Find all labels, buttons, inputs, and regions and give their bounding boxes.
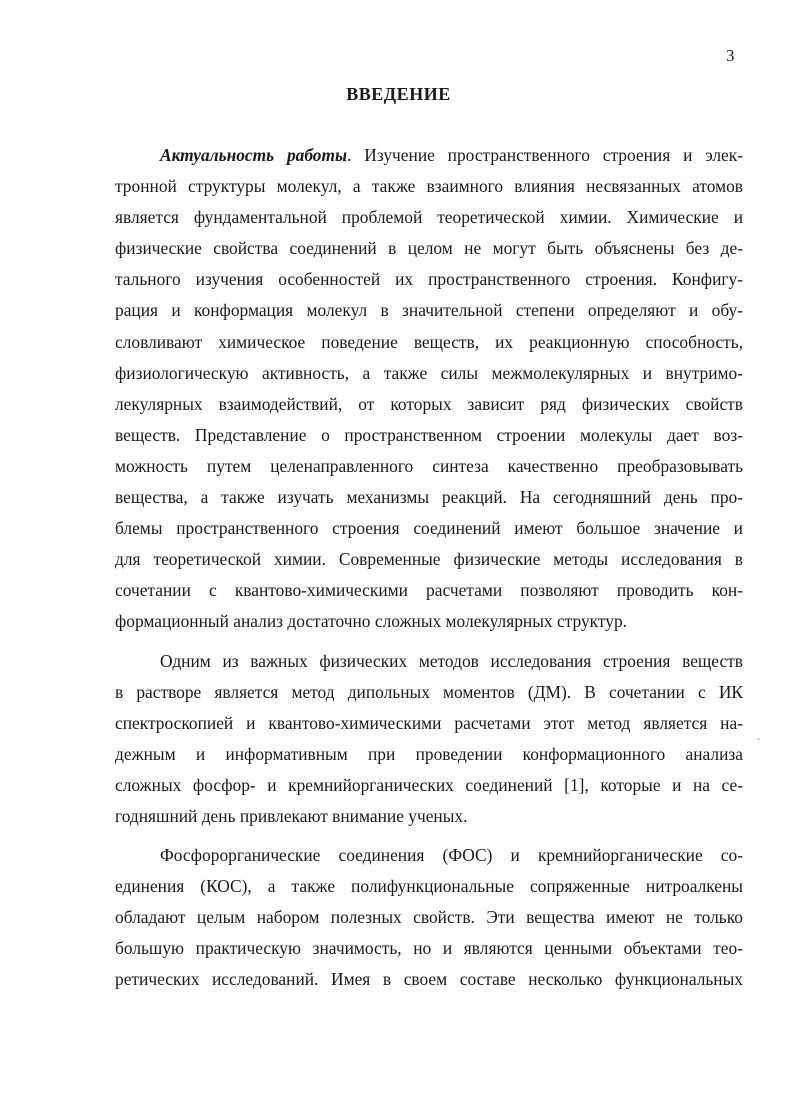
text-line: сложных фосфор- и кремнийорганических соединений [1], которые и на се- — [115, 774, 743, 795]
text-line: блемы пространственного строения соединений имеют большое значение и — [115, 518, 743, 539]
paragraph-relevance — [115, 140, 743, 638]
text-line: лекулярных взаимодействий, от которых зависит ряд физических свойств — [115, 393, 743, 414]
text-line: физические свойства соединений в целом не могут быть объяснены без де- — [115, 238, 743, 259]
text-line: обладают целым набором полезных свойств. Эти вещества имеют не только — [115, 907, 743, 928]
text-line: веществ. Представление о пространственном строении молекулы дает воз- — [115, 424, 743, 445]
text-line: ретических исследований. Имея в своем составе несколько функциональных — [115, 969, 743, 990]
text-line: Одним из важных физических методов исследования строения веществ — [160, 650, 743, 671]
document-body — [115, 140, 743, 996]
text-line: тального изучения особенностей их пространственного строения. Конфигу- — [115, 269, 743, 290]
text-line: формационный анализ достаточно сложных молекулярных структур. — [115, 611, 627, 632]
text-line: рация и конформация молекул в значительной степени определяют и обу- — [115, 300, 743, 321]
text-line: является фундаментальной проблемой теоретической химии. Химические и — [115, 207, 743, 228]
text-line: тронной структуры молекул, а также взаимного влияния несвязанных атомов — [115, 176, 743, 197]
text-line: спектроскопией и квантово-химическими расчетами этот метод является на- — [115, 712, 743, 733]
lead-term: Актуальность работы — [160, 145, 348, 165]
text-line: единения (КОС), а также полифункциональные сопряженные нитроалкены — [115, 876, 743, 897]
text-line: сочетании с квантово-химическими расчетами позволяют проводить кон- — [115, 580, 743, 601]
stray-mark: ` — [757, 738, 761, 749]
page-number: 3 — [726, 46, 735, 65]
paragraph-dipole-method — [115, 646, 743, 833]
text-line: физиологическую активность, а также силы межмолекулярных и внутримо- — [115, 362, 743, 383]
text-line: годняшний день привлекают внимание ученых. — [115, 805, 468, 826]
paragraph-compounds — [115, 840, 743, 995]
text-line: можность путем целенаправленного синтеза качественно преобразовывать — [115, 455, 743, 476]
text-line: в растворе является метод дипольных моментов (ДМ). В сочетании с ИК — [115, 681, 743, 702]
text-line: дежным и информативным при проведении конформационного анализа — [115, 743, 743, 764]
text-line: для теоретической химии. Современные физические методы исследования в — [115, 549, 743, 570]
text-line: словливают химическое поведение веществ, их реакционную способность, — [115, 331, 743, 352]
text-line: Актуальность работы. Изучение пространственного строения и элек- — [160, 145, 744, 165]
text-line: вещества, а также изучать механизмы реакций. На сегодняшний день про- — [115, 487, 743, 508]
text-line: Фосфорорганические соединения (ФОС) и кремнийорганические со- — [160, 845, 743, 866]
page-title: ВВЕДЕНИЕ — [346, 84, 451, 104]
text-line: большую практическую значимость, но и являются ценными объектами тео- — [115, 938, 743, 959]
